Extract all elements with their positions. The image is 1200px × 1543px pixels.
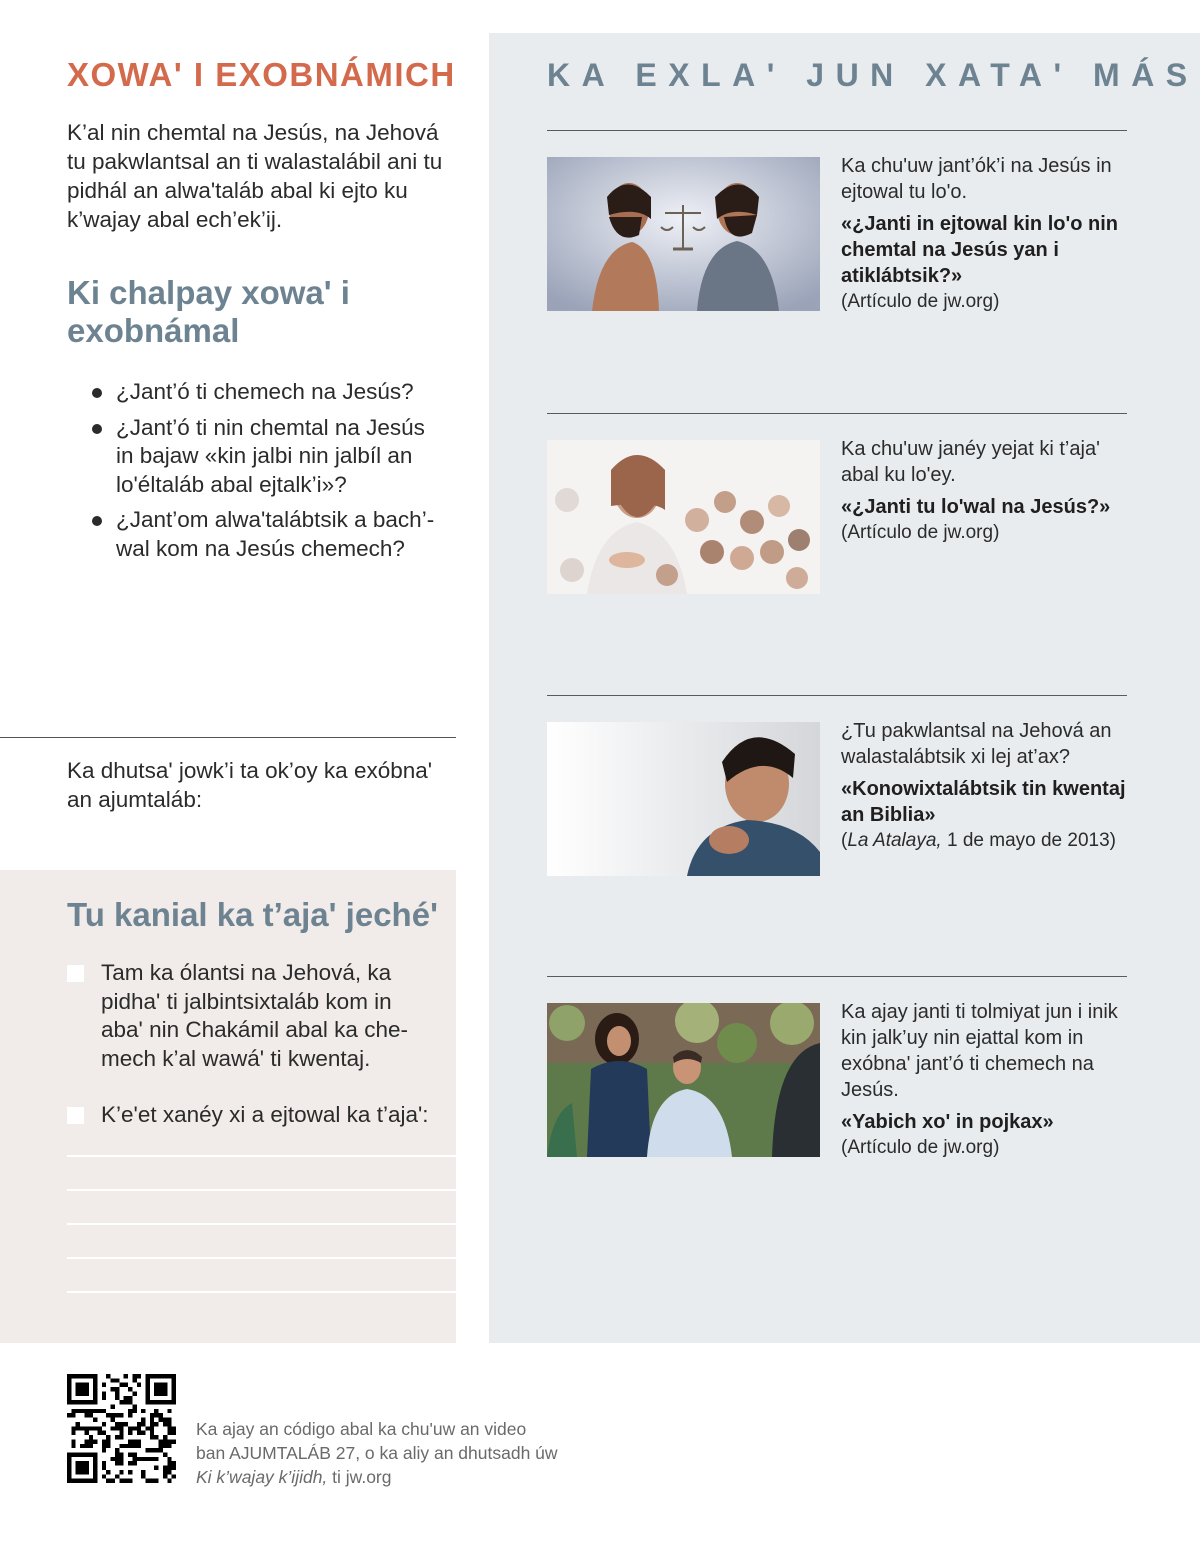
goal-item: [67, 1101, 437, 1130]
checkbox[interactable]: [67, 1107, 84, 1124]
goal-heading: Tu kanial ka t’aja' jeché': [67, 896, 438, 933]
ask-text: Ka dhutsa' jowk’i ta ok’oy ka exóbna' an ajumtaláb:: [67, 758, 433, 812]
couple-garden-image[interactable]: [547, 1003, 820, 1157]
divider: [547, 695, 1127, 696]
section-divider: [0, 737, 456, 738]
goal-item-text: K’e'et xanéy xi a ejtowal ka t’aja':: [101, 1102, 429, 1127]
summary-text: K’al nin chemtal na Jesús, na Jehová tu pakwlantsal an ti walastalábil ani tu pidhál an alwa'taláb abal ki ejto ku k’wajay abal ech’ek’ij.: [67, 120, 443, 232]
footer-line: Ki k’wajay k’ijidh, ti jw.org: [196, 1467, 392, 1487]
bullet-icon: [92, 388, 102, 398]
resource-info: [841, 999, 1131, 1161]
divider: [547, 130, 1127, 131]
resource-info: [841, 153, 1131, 315]
divider: [547, 413, 1127, 414]
writing-line[interactable]: [67, 1155, 456, 1157]
resource-source: (Artículo de jw.org): [841, 1137, 1000, 1158]
bullet-icon: [92, 424, 102, 434]
resource-source: (La Atalaya, 1 de mayo de 2013): [841, 830, 1116, 851]
divider: [547, 976, 1127, 977]
writing-line[interactable]: [67, 1223, 456, 1225]
resource-description: ¿Tu pakwlantsal na Jehová an walastalábtsik xi lej at’ax?: [841, 720, 1112, 768]
checkbox[interactable]: [67, 965, 84, 982]
review-question: ¿Jant’ó ti nin chemtal na Jesús in bajaw «kin jalbi nin jalbíl an lo'éltaláb abal ejtalk’i»?: [92, 414, 442, 500]
explore-heading: KA EXLA' JUN XATA' MÁS: [547, 57, 1199, 93]
resource-info: [841, 436, 1131, 546]
footer-text: [196, 1417, 616, 1489]
resource-title[interactable]: «Konowixtalábtsik tin kwentaj an Biblia»: [841, 778, 1126, 826]
summary-heading: XOWA' I EXOBNÁMICH: [67, 56, 456, 93]
review-question: ¿Jant’ó ti chemech na Jesús?: [92, 378, 442, 407]
jesus-with-people-image[interactable]: [547, 440, 820, 594]
review-question: ¿Jant’om alwa'talábtsik a bach’-wal kom na Jesús chemech?: [92, 506, 442, 563]
review-question-list: [92, 378, 442, 570]
footer-line: ban AJUMTALÁB 27, o ka aliy an dhutsadh úw: [196, 1443, 558, 1463]
explore-panel: [489, 33, 1200, 1343]
two-men-balance-scale-image[interactable]: [547, 157, 820, 311]
resource-title[interactable]: «¿Janti tu lo'wal na Jesús?»: [841, 496, 1111, 518]
man-praying-image[interactable]: [547, 722, 820, 876]
resource-source: (Artículo de jw.org): [841, 291, 1000, 312]
resource-description: Ka chu'uw janéy yejat ki t’aja' abal ku lo'ey.: [841, 438, 1100, 486]
writing-line[interactable]: [67, 1257, 456, 1259]
goal-item: [67, 959, 437, 1073]
goal-item-text: Tam ka ólantsi na Jehová, ka pidha' ti jalbintsixtaláb kom in aba' nin Chakámil abal ka che-mech k’al wawá' ti kwentaj.: [101, 960, 408, 1071]
review-heading: Ki chalpay xowa' i exobnámal: [67, 274, 350, 349]
summary-column: [0, 0, 456, 1343]
qr-code-icon[interactable]: [67, 1374, 176, 1483]
bullet-icon: [92, 516, 102, 526]
resource-description: Ka chu'uw jant’ók’i na Jesús in ejtowal tu lo'o.: [841, 155, 1112, 203]
resource-info: [841, 718, 1131, 854]
resource-source: (Artículo de jw.org): [841, 522, 1000, 543]
writing-line[interactable]: [67, 1189, 456, 1191]
resource-title[interactable]: «¿Janti in ejtowal kin lo'o nin chemtal na Jesús yan i atiklábtsik?»: [841, 213, 1119, 287]
resource-title[interactable]: «Yabich xo' in pojkax»: [841, 1111, 1054, 1133]
footer-line: Ka ajay an código abal ka chu'uw an video: [196, 1419, 527, 1439]
resource-description: Ka ajay janti ti tolmiyat jun i inik kin jalk’uy nin ejattal kom in exóbna' jant’ó ti chemech na Jesús.: [841, 1001, 1118, 1101]
writing-line[interactable]: [67, 1291, 456, 1293]
